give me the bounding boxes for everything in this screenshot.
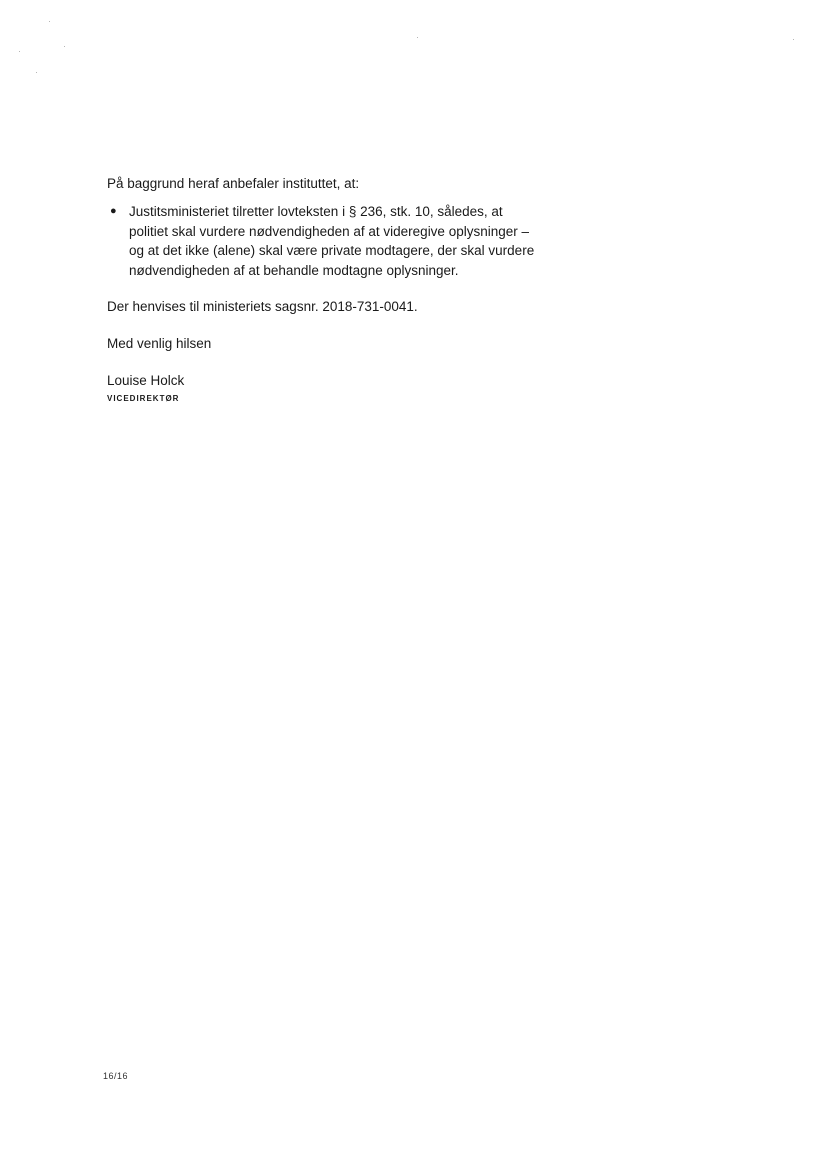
- scan-speck: [36, 72, 37, 73]
- bullet-line: Justitsministeriet tilretter lovteksten i § 236, stk. 10, således, at: [129, 204, 503, 219]
- reference-paragraph: Der henvises til ministeriets sagsnr. 2018-731-0041.: [107, 299, 418, 314]
- scan-speck: [64, 46, 65, 47]
- scan-speck: [793, 39, 794, 40]
- bullet-line: og at det ikke (alene) skal være private modtagere, der skal vurdere: [129, 243, 535, 258]
- letter-body: [107, 174, 577, 405]
- page-number: 16/16: [103, 1071, 129, 1081]
- bullet-line: nødvendigheden af at behandle modtagne oplysninger.: [129, 262, 459, 278]
- bullet-line: politiet skal vurdere nødvendigheden af at videregive oplysninger –: [129, 223, 529, 239]
- closing-greeting: Med venlig hilsen: [107, 336, 212, 351]
- bullet-icon: ●: [110, 205, 117, 217]
- list-item: [107, 202, 577, 280]
- recommendation-list: [107, 202, 577, 280]
- scan-speck: [19, 51, 20, 52]
- intro-paragraph: På baggrund heraf anbefaler instituttet, at:: [107, 176, 360, 191]
- scan-speck: [417, 37, 418, 38]
- signer-title: VICEDIREKTØR: [107, 394, 180, 403]
- scan-speck: [49, 21, 50, 22]
- signer-name: Louise Holck: [107, 373, 185, 388]
